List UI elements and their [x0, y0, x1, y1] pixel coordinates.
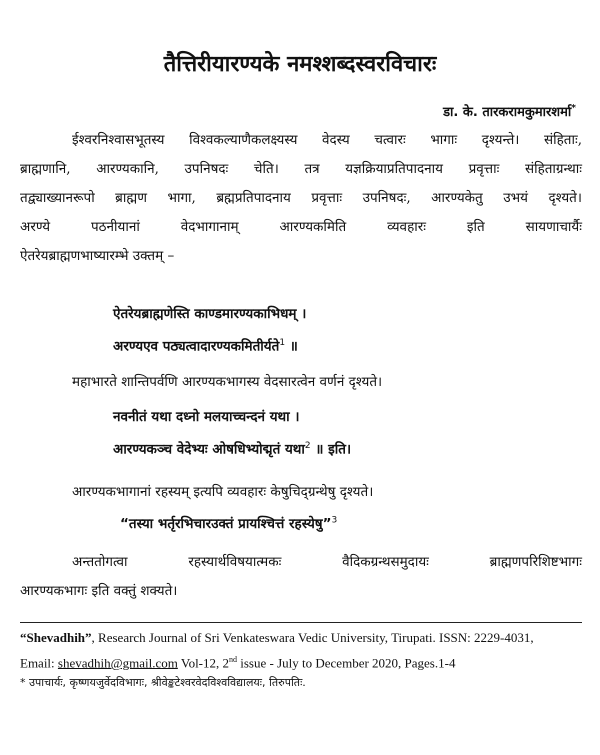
verse-navanita-line-2-end: ॥ इति। [310, 441, 352, 458]
footnote-ref-1: 1 [279, 338, 286, 348]
verse-aitareya-line-2-text: अरण्यएव पठ्यत्वादारण्यकमितीर्यते [113, 338, 280, 355]
footnote-ref-3: 3 [331, 515, 338, 526]
mahabharata-paragraph [20, 368, 582, 397]
footer-issue-line [20, 649, 582, 674]
quotation-text: “तस्या भर्तृरभिचारउक्तं प्रायश्चित्तं रहस्येषु” [120, 516, 332, 532]
email-link[interactable]: shevadhih@gmail.com [57, 655, 178, 671]
intro-paragraph [20, 126, 582, 271]
verse-aitareya-line-1: ऐतरेयब्राह्मणेस्ति काण्डमारण्यकाभिधम् । [113, 306, 307, 322]
issue-info-b: issue - July to December 2020, Pages.1-4 [237, 655, 456, 671]
verse-aitareya-line-2 [113, 329, 306, 362]
author-line [443, 102, 576, 120]
rahasya-line: आरण्यकभागानां रहस्यम् इत्यपि व्यवहारः केषुचिद्ग्रन्थेषु दृश्यते। [72, 484, 374, 500]
rahasya-paragraph [20, 478, 582, 507]
verse-navanita-line-1: नवनीतं यथा दध्नो मलयाच्चन्दनं यथा । [113, 409, 300, 425]
verse-aitareya [113, 300, 306, 362]
verse-navanita-line-2 [113, 432, 351, 465]
conclusion-paragraph [20, 548, 582, 606]
intro-line-1: ईश्वरनिश्वासभूतस्य विश्वकल्याणैकलक्ष्यस्य वेदस्य चत्वारः भागाः दृश्यन्ते। संहिताः, [72, 132, 582, 148]
verse-navanita [113, 403, 351, 465]
footer-journal-line [20, 627, 582, 649]
email-label: Email: [20, 655, 58, 671]
footer-divider [20, 622, 582, 623]
verse-navanita-line-2-text: आरण्यकञ्च वेदेभ्यः ओषधिभ्योद्मृतं यथा [113, 441, 305, 458]
conclusion-line-1: अन्ततोगत्वा रहस्यार्थविषयात्मकः वैदिकग्रन्थसमुदायः ब्राह्मणपरिशिष्टभागः [72, 554, 582, 570]
author-name: डा. के. तारकरामकुमारशर्मा [443, 105, 572, 120]
author-footnote-mark: * [571, 103, 576, 114]
mahabharata-line: महाभारते शान्तिपर्वणि आरण्यकभागस्य वेदसारत्वेन वर्णनं दृश्यते। [72, 374, 383, 390]
journal-name: “Shevadhih” [20, 630, 92, 645]
intro-line-3: तद्व्याख्यानरूपो ब्राह्मण भागा, ब्रह्मप्रतिपादनाय प्रवृत्ताः उपनिषदः, आरण्यकेतु उभयं दृश्यते। [20, 190, 582, 206]
intro-line-4: अरण्ये पठनीयानां वेदभागानाम् आरण्यकमिति व्यवहारः इति सायणाचार्यैः [20, 219, 582, 235]
verse-aitareya-line-2-end: ॥ [285, 338, 298, 355]
footnote-ref-2: 2 [304, 441, 311, 451]
author-affiliation-note: * उपाचार्यः, कृष्णयजुर्वेदविभागः, श्रीवेङ्कटेश्वरवेदविश्वविद्यालयः, तिरुपतिः. [20, 676, 306, 689]
journal-description: , Research Journal of Sri Venkateswara Vedic University, Tirupati. ISSN: 2229-4031, [91, 630, 534, 645]
conclusion-line-2: आरण्यकभागः इति वक्तुं शक्यते। [20, 583, 178, 599]
article-title: तैत्तिरीयारण्यके नमश्शब्दस्वरविचारः [163, 52, 437, 77]
intro-line-5: ऐतरेयब्राह्मणभाष्यारम्भे उक्तम् – [20, 248, 175, 264]
quotation [120, 514, 337, 532]
issue-info-a: Vol-12, 2 [177, 655, 230, 671]
issue-ordinal: nd [229, 655, 238, 664]
intro-line-2: ब्राह्मणानि, आरण्यकानि, उपनिषदः चेति। तत्र यज्ञक्रियाप्रतिपादनाय प्रवृत्ताः संहिताग्रन्थाः [20, 161, 582, 177]
